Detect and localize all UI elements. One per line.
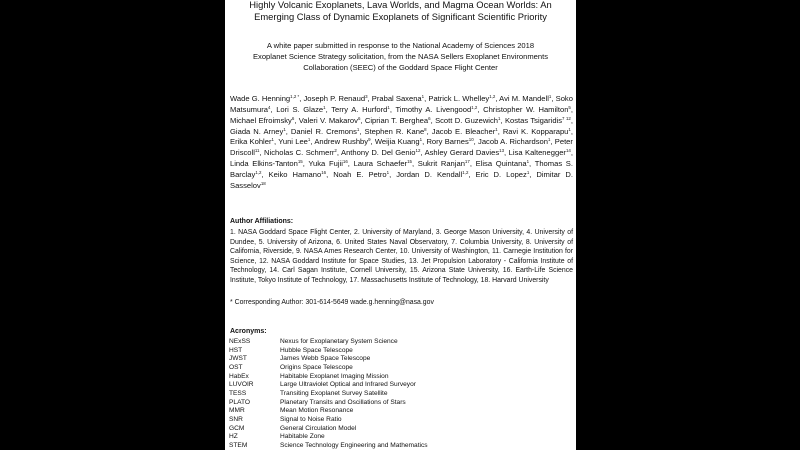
- author: [299, 116, 361, 125]
- author-affiliation-number: 1: [495, 126, 498, 132]
- author-affiliation-number: 12: [415, 148, 421, 154]
- acronym-definition: Nexus for Exoplanetary System Science: [280, 338, 398, 345]
- acronyms-heading: Acronyms:: [230, 328, 267, 335]
- author-name: Lisa Kaltenegger: [508, 148, 566, 158]
- acronym-abbr: MMR: [229, 407, 245, 415]
- author-name: Wade G. Henning: [230, 94, 291, 103]
- author: [354, 159, 412, 168]
- acronym-definition: Habitable Exoplanet Imaging Mission: [280, 372, 389, 380]
- acronym-abbr: OST: [229, 363, 243, 371]
- acronym-abbr: STEM: [229, 441, 248, 449]
- acronym-row: [229, 373, 573, 382]
- author-name: Thomas S. Barclay: [230, 159, 573, 179]
- acronym-abbr: HST: [229, 346, 243, 354]
- author-name: Ravi K. Kopparapu: [502, 126, 569, 136]
- author-affiliation-number: 6: [291, 115, 295, 121]
- author-name: Anthony D. Del Genio: [341, 148, 416, 158]
- author-affiliation-number: 1,2: [255, 169, 262, 175]
- author-affiliation-number: 1: [323, 104, 326, 110]
- author: [476, 170, 530, 179]
- author-name: Ciprian T. Berghea: [364, 115, 429, 125]
- author: [425, 148, 504, 157]
- author: [372, 94, 424, 103]
- paper-title-line-2: Emerging Class of Dynamic Exoplanets of Significant Scientific Priority: [254, 11, 547, 22]
- acronym-definition: Signal to Noise Ratio: [280, 415, 342, 423]
- subtitle-line-2: Exoplanet Science Strategy solicitation, from the NASA Sellers Exoplanet Environments: [252, 52, 549, 61]
- author-affiliation-number: 6: [428, 115, 431, 121]
- acronym-abbr: HabEx: [229, 372, 249, 380]
- author-name: Lori S. Glaze: [276, 104, 324, 114]
- author: [341, 148, 420, 157]
- author-name: Timothy A. Livengood: [395, 104, 472, 114]
- author-affiliation-number: 8: [424, 126, 427, 132]
- acronym-definition: General Circulation Model: [280, 424, 357, 432]
- author: [230, 137, 274, 146]
- author: [365, 127, 427, 136]
- author-affiliation-number: 1: [386, 169, 390, 175]
- author-list: Wade G. Henning$^{1,2 *}$, Joseph P. Renaud$^3$, Prabal Saxena$^1$, Patrick L. Whelley$^{1,2}$, Avi M. Mandell$^1$, Soko Matsumura$^4$, Lori S. Glaze$^1$, Terry A. Hurford$^1$, Timothy A. Livengood$^{1,2}$, Christopher W. Hamilton$^5$, Michael Efroimsky$^6$, Valeri V. Makarov$^6$, Ciprian T. Berghea$^6$, Scott D. Guzewich$^1$, Kostas Tsigaridis$^{7 12}$, Giada N. Arney$^1$, Daniel R. Cremons$^1$, Stephen R. Kane$^8$, Jacob E. Bleacher$^1$, Ravi K. Kopparapu$^1$, Erika Kohler$^1$, Yuni Lee$^1$, Andrew Rushby$^9$, Weijia Kuang$^1$, Rory Barnes$^{10}$, Jacob A. Richardson$^1$, Peter Driscoll$^{11}$, Nicholas C. Schmerr$^2$, Anthony D. Del Genio$^{12}$, Ashley Gerard Davies$^{13}$, Lisa Kaltenegger$^{14}$, Linda Elkins-Tanton$^{15}$, Yuka Fujii$^{16}$, Laura Schaefer$^{15}$, Sukrit Ranjan$^{17}$, Elisa Quintana$^1$, Thomas S. Barclay$^{1,2}$, Keiko Hamano$^{16}$, Noah E. Petro$^1$, Jordan D. Kendall$^{1,2}$, Eric D. Lopez$^1$, Dimitar D. Sasselov$^{18}$: [230, 94, 573, 190]
- author-affiliation-number: 16: [342, 159, 348, 165]
- acronym-abbr: NExSS: [229, 338, 251, 345]
- author-affiliation-number: 13: [499, 148, 505, 154]
- acronym-abbr: TESS: [229, 389, 247, 397]
- acronym-row: [229, 338, 573, 347]
- author-name: Terry A. Hurford: [331, 104, 388, 114]
- author: [499, 94, 551, 103]
- author-name: Stephen R. Kane: [364, 126, 425, 136]
- author-affiliation-number: 1: [283, 126, 286, 132]
- author-name: Elisa Quintana: [475, 159, 527, 169]
- acronym-row: [229, 425, 573, 434]
- author-name: Patrick L. Whelley: [428, 94, 490, 103]
- author: [291, 127, 359, 136]
- author: [230, 159, 303, 168]
- acronym-abbr: SNR: [229, 415, 243, 423]
- author-affiliation-number: 1: [307, 137, 311, 143]
- author: [396, 170, 468, 179]
- author-name: Jordan D. Kendall: [396, 169, 463, 179]
- author-affiliation-number: 1,2 *: [290, 94, 300, 99]
- author: [276, 105, 325, 114]
- paper-title-line-1: Highly Volcanic Exoplanets, Lava Worlds, and Magma Ocean Worlds: An: [249, 0, 552, 10]
- author: [304, 94, 368, 103]
- author: [365, 116, 431, 125]
- author-affiliation-number: 1: [356, 126, 360, 132]
- author-affiliation-number: 1: [547, 137, 551, 143]
- author: [395, 105, 477, 114]
- acronym-row: [229, 381, 573, 390]
- acronym-list: [229, 338, 573, 450]
- author-name: Jacob E. Bleacher: [431, 126, 496, 136]
- author: [426, 137, 473, 146]
- author-name: Ashley Gerard Davies: [424, 148, 500, 158]
- subtitle-line-3: Collaboration (SEEC) of the Goddard Space Flight Center: [303, 63, 498, 72]
- author-affiliation-number: 1: [568, 126, 571, 132]
- author-affiliation-number: 17: [464, 159, 470, 165]
- author-affiliation-number: 1,2: [462, 169, 469, 175]
- author: [314, 137, 370, 146]
- acronym-row: [229, 399, 573, 408]
- author-affiliation-number: 18: [260, 180, 266, 186]
- author-affiliation-number: 14: [565, 148, 571, 154]
- acronym-definition: Hubble Space Telescope: [280, 346, 353, 354]
- author-name: Daniel R. Cremons: [290, 126, 357, 136]
- author-affiliation-number: 1: [419, 137, 423, 143]
- acronym-definition: Origins Space Telescope: [280, 363, 353, 371]
- author-affiliation-number: 1,2: [471, 104, 478, 110]
- author: [230, 94, 299, 103]
- author-affiliation-number: 4: [267, 104, 271, 110]
- author: [308, 159, 347, 168]
- author-name: Erika Kohler: [230, 137, 272, 147]
- author-affiliation-number: 1: [271, 137, 274, 143]
- acronym-row: [229, 407, 573, 416]
- acronym-abbr: LUVOIR: [229, 381, 254, 389]
- author: [230, 116, 294, 125]
- author-name: Jacob A. Richardson: [478, 137, 548, 147]
- author-affiliation-number: 1: [526, 159, 530, 165]
- author-name: Kostas Tsigaridis: [504, 115, 563, 125]
- author-name: Noah E. Petro: [333, 169, 387, 179]
- author: [269, 170, 327, 179]
- author-name: Joseph P. Renaud: [303, 94, 366, 103]
- author: [428, 94, 495, 103]
- author-name: Peter Driscoll: [230, 137, 573, 158]
- acronym-definition: Mean Motion Resonance: [280, 407, 354, 415]
- author-affiliation-number: 1: [421, 94, 425, 99]
- author: [476, 159, 529, 168]
- author-affiliation-number: 1: [526, 169, 530, 175]
- author-name: Christopher W. Hamilton: [483, 104, 569, 114]
- author-affiliation-number: 9: [368, 137, 371, 143]
- acronym-definition: Habitable Zone: [280, 433, 325, 441]
- author-affiliation-number: 5: [568, 104, 571, 110]
- author-name: Nicholas C. Schmerr: [264, 148, 335, 158]
- author-name: Keiko Hamano: [268, 169, 322, 179]
- acronym-row: [229, 364, 573, 373]
- acronym-abbr: HZ: [229, 433, 238, 441]
- author-affiliation-number: 1: [387, 104, 390, 110]
- author-name: Yuka Fujii: [308, 159, 343, 169]
- author: [509, 148, 571, 157]
- corresponding-author: * Corresponding Author: 301-614-5649 wade.g.henning@nasa.gov: [230, 299, 434, 306]
- author-name: Eric D. Lopez: [475, 169, 527, 179]
- author-affiliation-number: 6: [357, 115, 361, 121]
- author-affiliation-number: 15: [407, 159, 412, 165]
- acronym-row: [229, 433, 573, 442]
- author-affiliation-number: 1: [498, 115, 501, 121]
- author-affiliation-number: 10: [468, 137, 474, 143]
- author-affiliation-number: 1,2: [489, 94, 496, 99]
- acronym-row: [229, 355, 573, 364]
- author-name: Rory Barnes: [426, 137, 469, 147]
- author-name: Linda Elkins-Tanton: [230, 159, 298, 169]
- author-affiliation-number: 7 12: [562, 115, 571, 121]
- acronym-definition: Transiting Exoplanet Survey Satellite: [280, 389, 388, 397]
- author-affiliation-number: 16: [321, 169, 327, 175]
- author: [432, 127, 498, 136]
- author-affiliation-number: 2: [334, 148, 337, 154]
- author: [264, 148, 337, 157]
- author-name: Scott D. Guzewich: [435, 115, 499, 125]
- author: [418, 159, 470, 168]
- author: [230, 127, 286, 136]
- author-name: Yuni Lee: [278, 137, 308, 147]
- subtitle-line-1: A white paper submitted in response to the National Academy of Sciences 2018: [266, 41, 535, 50]
- author: [483, 105, 571, 114]
- author: [375, 137, 422, 146]
- author-affiliation-number: 11: [254, 148, 260, 154]
- acronym-row: [229, 442, 573, 450]
- acronym-definition: Planetary Transits and Oscillations of Stars: [280, 398, 406, 406]
- acronym-row: [229, 347, 573, 356]
- author-name: Sukrit Ranjan: [417, 159, 465, 169]
- author-name: Michael Efroimsky: [230, 115, 292, 125]
- acronym-abbr: JWST: [229, 355, 247, 363]
- author: [435, 116, 500, 125]
- affiliations-heading: Author Affiliations:: [230, 218, 294, 225]
- author: [478, 137, 550, 146]
- acronym-row: [229, 390, 573, 399]
- author-name: Giada N. Arney: [230, 126, 284, 136]
- acronym-definition: Science Technology Engineering and Mathematics: [280, 441, 428, 449]
- author-name: Prabal Saxena: [371, 94, 422, 103]
- affiliations-text: 1. NASA Goddard Space Flight Center, 2. University of Maryland, 3. George Mason University, 4. University of Dundee, 5. University of Arizona, 6. United States Naval Observatory, 7. Columbia University, 8. University of California, Riverside, 9. NASA Ames Research Center, 10. University of Washington, 11. Carnegie Institution for Science, 12. NASA Goddard Institute for Space Studies, 13. Jet Propulsion Laboratory - California Institute of Technology, 14. Carl Sagan Institute, Cornell University, 15. Arizona State University, 16. Earth-Life Science Institute, Tokyo Institute of Technology, 17. Massachusetts Institute of Technology, 18. Harvard University: [230, 229, 573, 284]
- author: [278, 137, 310, 146]
- author-name: Dimitar D. Sasselov: [230, 169, 573, 190]
- author-name: Avi M. Mandell: [499, 94, 549, 103]
- acronym-row: [229, 416, 573, 425]
- acronym-abbr: PLATO: [229, 398, 251, 406]
- author-affiliation-number: 15: [297, 159, 303, 165]
- author: [331, 105, 390, 114]
- author-name: Andrew Rushby: [314, 137, 369, 147]
- author-name: Laura Schaefer: [353, 159, 408, 169]
- author-affiliation-number: 3: [365, 94, 368, 99]
- author-name: Soko Matsumura: [230, 94, 573, 114]
- document-page: [225, 0, 576, 450]
- acronym-abbr: GCM: [229, 424, 245, 432]
- acronym-definition: James Webb Space Telescope: [280, 355, 371, 363]
- author: [503, 127, 571, 136]
- author-name: Weijia Kuang: [374, 137, 420, 147]
- author-name: Valeri V. Makarov: [298, 115, 358, 125]
- author: [333, 170, 389, 179]
- acronym-definition: Large Ultraviolet Optical and Infrared Surveyor: [280, 381, 416, 389]
- author: [505, 116, 571, 125]
- author-affiliation-number: 1: [548, 94, 552, 99]
